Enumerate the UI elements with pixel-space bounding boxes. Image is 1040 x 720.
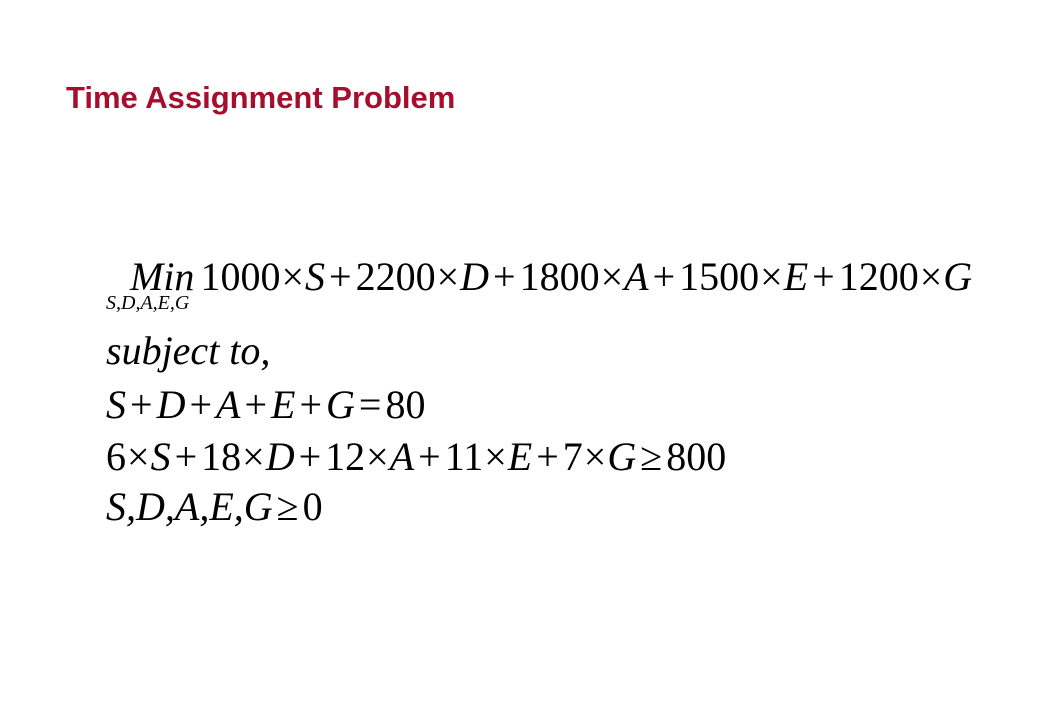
- min-operator: [106, 252, 195, 314]
- min-subscript: S,D,A,E,G: [106, 292, 190, 314]
- plus-sign: +: [329, 254, 352, 299]
- slide-title: Time Assignment Problem: [66, 80, 456, 115]
- plus-sign: +: [812, 254, 835, 299]
- objective-term: 2200×D: [355, 254, 490, 299]
- constraint-sum: S + D + A + E + G = 80: [106, 382, 426, 427]
- constraint-weighted: 6 × S + 18 × D + 12 × A + 11 × E + 7 × G ≥ 800: [106, 434, 727, 479]
- objective-term: 1200×G: [838, 254, 973, 299]
- objective-term: 1800×A: [519, 254, 649, 299]
- objective-function: [106, 252, 973, 314]
- min-label: Min: [130, 254, 195, 299]
- constraint-nonnegative: S,D,A,E,G ≥ 0: [106, 484, 323, 529]
- objective-term: 1000×S: [200, 254, 325, 299]
- objective-term: 1500×E: [679, 254, 809, 299]
- plus-sign: +: [652, 254, 676, 299]
- subject-to-label: subject to,: [106, 328, 271, 373]
- plus-sign: +: [493, 254, 516, 299]
